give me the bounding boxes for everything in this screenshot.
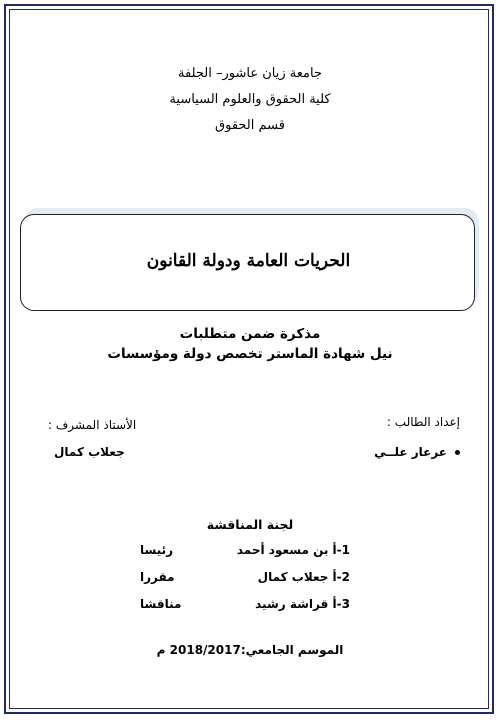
committee-member-role: رئيسا [140, 543, 174, 557]
committee-title: لجنة المناقشة [206, 517, 294, 532]
memo-line-2: نيل شهادة الماستر تخصص دولة ومؤسسات [107, 346, 393, 362]
committee-member-name: 1-أ بن مسعود أحمد [236, 543, 350, 557]
student-label: إعداد الطالب : [386, 415, 460, 429]
committee-member-name: 3-أ قراشة رشيد [255, 597, 350, 611]
title-box [20, 214, 475, 311]
committee-member-name: 2-أ جعلاب كمال [257, 570, 350, 584]
committee-member-role: مقررا [140, 570, 175, 584]
thesis-title: الحريات العامة ودولة القانون [146, 251, 351, 271]
student-name: عرعار علــي [374, 445, 447, 459]
department-name: قسم الحقوق [215, 118, 285, 133]
supervisor-name: جعلاب كمال [54, 445, 125, 459]
student-row [374, 445, 460, 459]
bullet-icon [455, 450, 460, 455]
memo-line-1: مذكرة ضمن متطلبات [179, 326, 321, 342]
committee-member-role: مناقشا [140, 597, 182, 611]
academic-year: الموسم الجامعي:2018/2017 م [156, 643, 344, 657]
supervisor-label: الأستاذ المشرف : [48, 418, 137, 432]
faculty-name: كلية الحقوق والعلوم السياسية [169, 92, 331, 107]
university-name: جامعة زيان عاشور– الجلفة [178, 66, 322, 81]
